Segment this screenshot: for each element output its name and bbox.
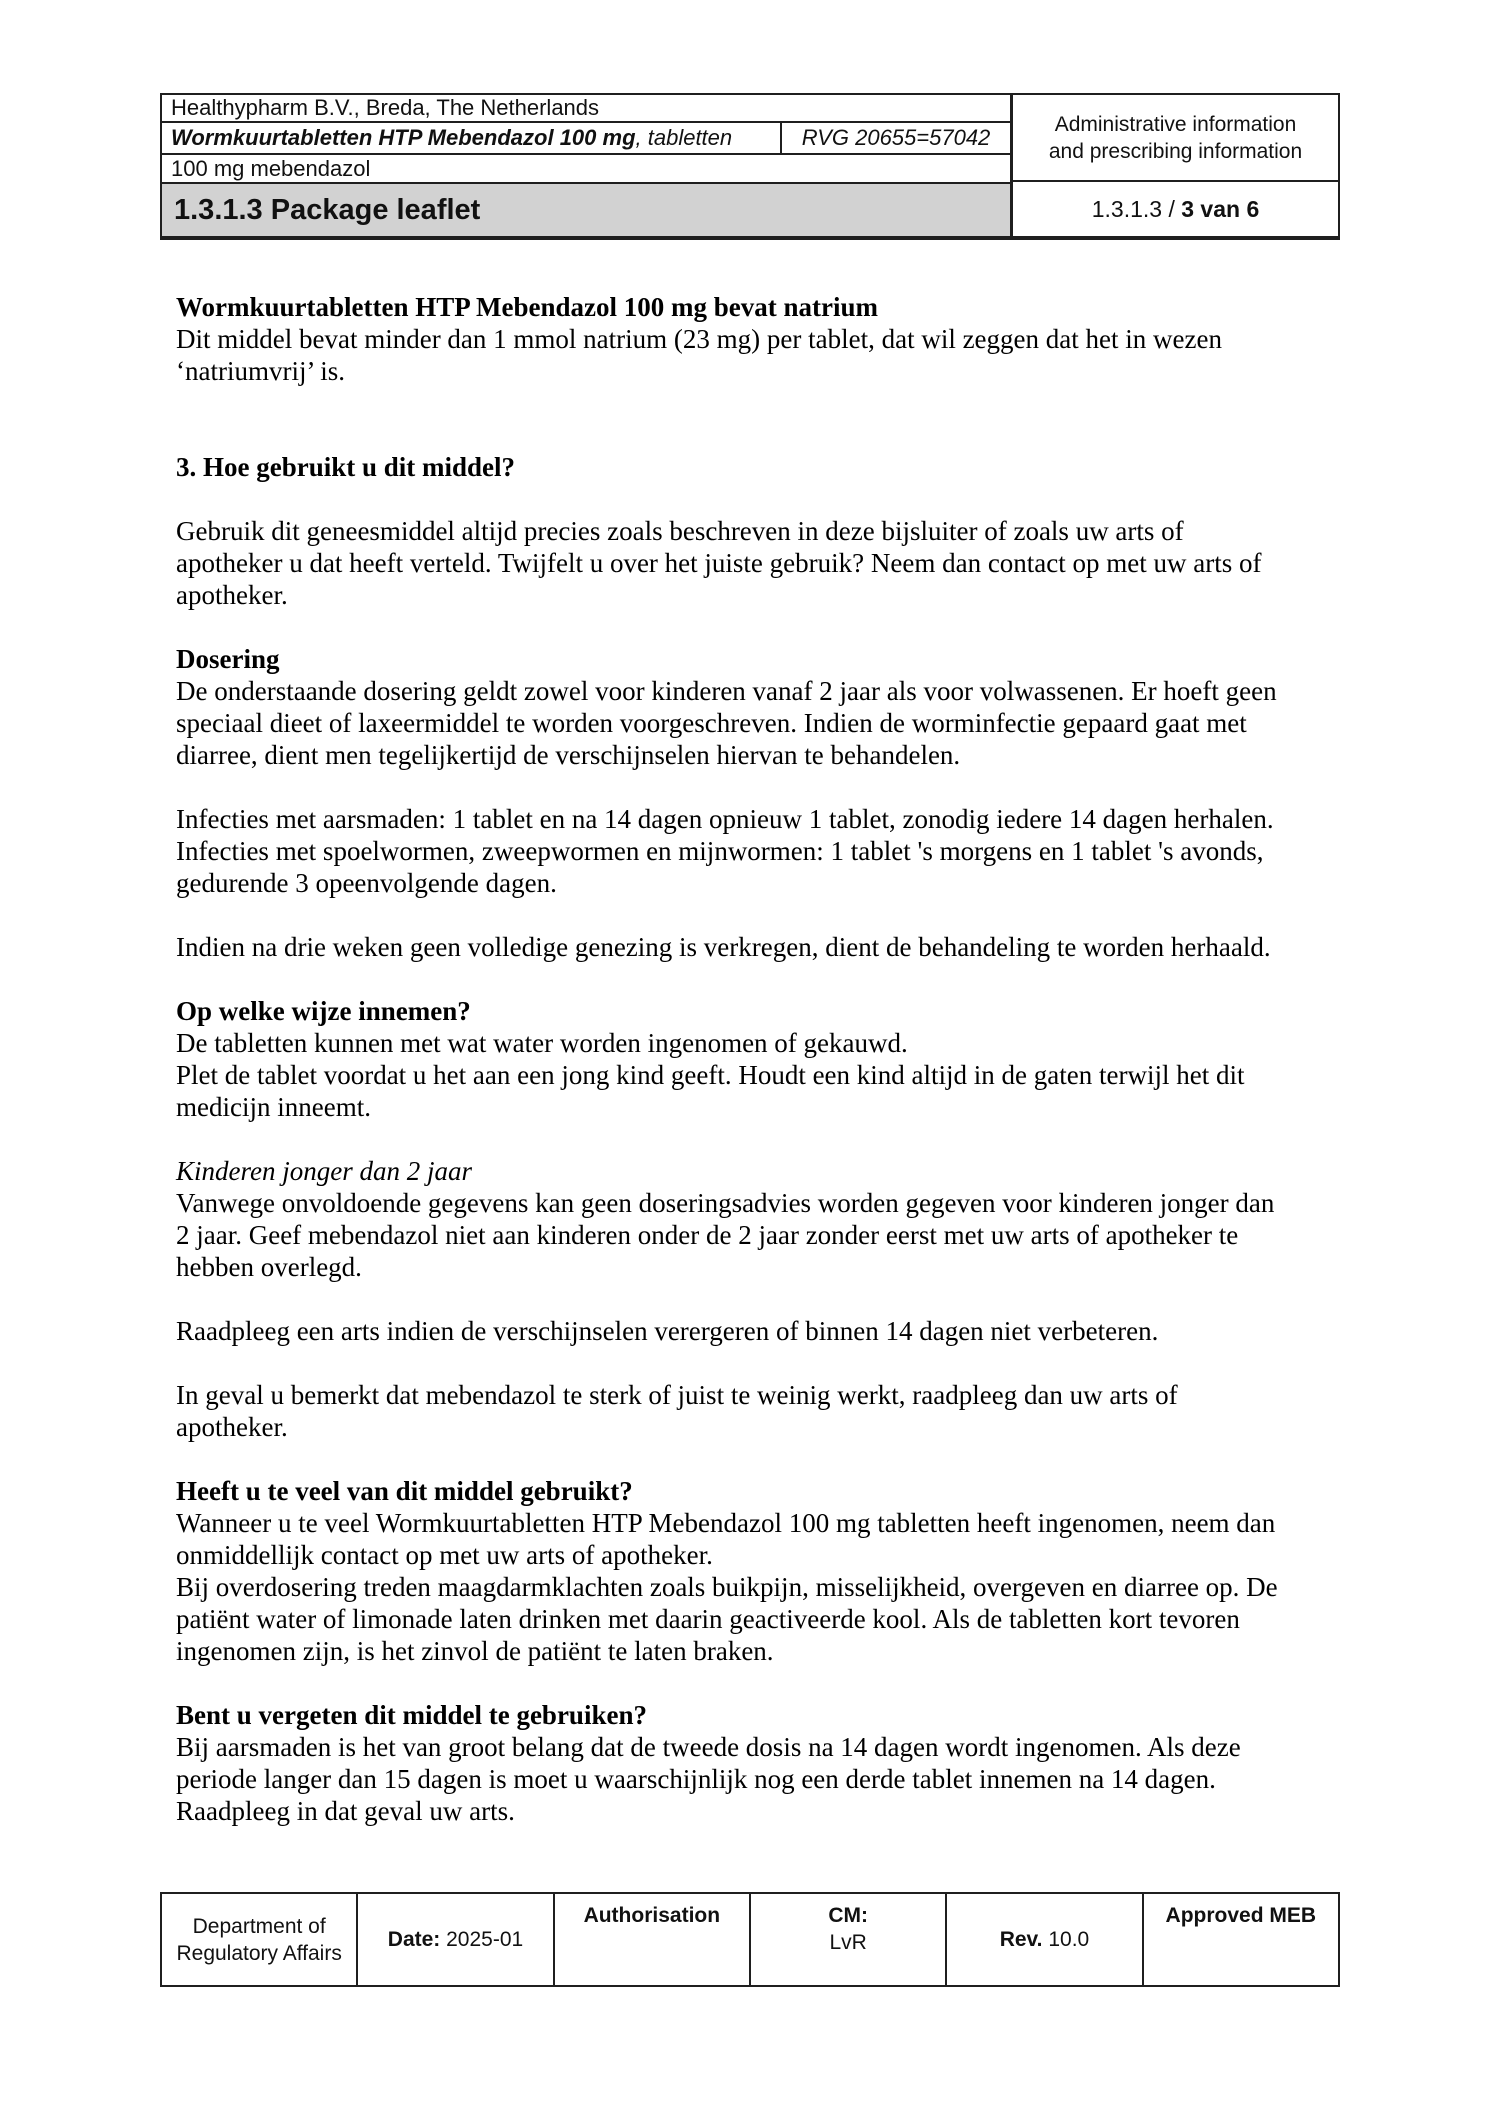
text-line: Infecties met aarsmaden: 1 tablet en na 14 dagen opnieuw 1 tablet, zonodig iedere 14 dagen herhalen. bbox=[176, 804, 1274, 834]
date-text bbox=[388, 1926, 523, 1953]
text-line: 2 jaar. Geef mebendazol niet aan kinderen onder de 2 jaar zonder eerst met uw arts of apotheker te bbox=[176, 1220, 1239, 1250]
footer-cell-cm bbox=[749, 1894, 945, 1985]
revision-text bbox=[1000, 1926, 1090, 1953]
text-line: De tabletten kunnen met wat water worden ingenomen of gekauwd. bbox=[176, 1028, 908, 1058]
footer-cell-revision bbox=[945, 1894, 1141, 1985]
department-line1: Department of bbox=[192, 1914, 326, 1938]
blank-line bbox=[176, 1667, 1326, 1699]
blank-line bbox=[176, 387, 1326, 419]
body-text bbox=[176, 291, 1326, 1827]
department-line2: Regulatory Affairs bbox=[176, 1941, 342, 1965]
text-line: Indien na drie weken geen volledige genezing is verkregen, dient de behandeling te worden herhaald. bbox=[176, 932, 1271, 962]
text-line: ‘natriumvrij’ is. bbox=[176, 356, 345, 386]
text-line: Wormkuurtabletten HTP Mebendazol 100 mg bevat natrium bbox=[176, 292, 878, 322]
text-line: Dit middel bevat minder dan 1 mmol natrium (23 mg) per tablet, dat wil zeggen dat het in wezen bbox=[176, 324, 1222, 354]
text-line: In geval u bemerkt dat mebendazol te sterk of juist te weinig werkt, raadpleeg dan uw arts of bbox=[176, 1380, 1178, 1410]
header-right-column bbox=[1013, 95, 1338, 236]
page-ref-prefix: 1.3.1.3 / bbox=[1091, 195, 1182, 222]
text-line: Bij overdosering treden maagdarmklachten zoals buikpijn, misselijkheid, overgeven en diarree op. De bbox=[176, 1572, 1278, 1602]
admin-info-line2: and prescribing information bbox=[1048, 139, 1303, 163]
cm-label: CM: bbox=[828, 1904, 868, 1927]
blank-line bbox=[176, 1347, 1326, 1379]
footer-table bbox=[160, 1892, 1340, 1987]
blank-line bbox=[176, 1443, 1326, 1475]
cm-value: LvR bbox=[829, 1931, 867, 1954]
text-line: apotheker. bbox=[176, 580, 288, 610]
blank-line bbox=[176, 419, 1326, 451]
text-line: apotheker. bbox=[176, 1412, 288, 1442]
product-title bbox=[162, 123, 780, 153]
footer-cell-authorisation bbox=[553, 1894, 749, 1985]
text-line: hebben overlegd. bbox=[176, 1252, 362, 1282]
text-line: 3. Hoe gebruikt u dit middel? bbox=[176, 452, 516, 482]
text-line: ingenomen zijn, is het zinvol de patiënt te laten braken. bbox=[176, 1636, 774, 1666]
rev-label: Rev. bbox=[999, 1928, 1043, 1951]
text-line: Heeft u te veel van dit middel gebruikt? bbox=[176, 1476, 633, 1506]
text-line: Vanwege onvoldoende gegevens kan geen doseringsadvies worden gegeven voor kinderen jonger dan bbox=[176, 1188, 1275, 1218]
header-table bbox=[160, 93, 1340, 240]
text-line: Raadpleeg in dat geval uw arts. bbox=[176, 1796, 515, 1826]
company-name: Healthypharm B.V., Breda, The Netherlands bbox=[162, 95, 1010, 123]
text-line: Wanneer u te veel Wormkuurtabletten HTP Mebendazol 100 mg tabletten heeft ingenomen, neem dan bbox=[176, 1508, 1276, 1538]
text-line: Bent u vergeten dit middel te gebruiken? bbox=[176, 1700, 647, 1730]
text-line: Infecties met spoelwormen, zweepwormen en mijnwormen: 1 tablet 's morgens en 1 tablet 's avonds, bbox=[176, 836, 1264, 866]
product-name: Wormkuurtabletten HTP Mebendazol 100 mg bbox=[171, 125, 636, 150]
blank-line bbox=[176, 963, 1326, 995]
section-title-bar: 1.3.1.3 Package leaflet bbox=[162, 184, 1010, 236]
text-line: Op welke wijze innemen? bbox=[176, 996, 471, 1026]
text-line: Plet de tablet voordat u het aan een jong kind geeft. Houdt een kind altijd in de gaten terwijl het dit bbox=[176, 1060, 1245, 1090]
footer-cell-date bbox=[356, 1894, 552, 1985]
blank-line bbox=[176, 1283, 1326, 1315]
approved-label: Approved MEB bbox=[1165, 1904, 1317, 1927]
text-line: Gebruik dit geneesmiddel altijd precies zoals beschreven in deze bijsluiter of zoals uw arts of bbox=[176, 516, 1184, 546]
page-reference bbox=[1013, 182, 1338, 236]
text-line: patiënt water of limonade laten drinken met daarin geactiveerde kool. Als de tabletten kort tevoren bbox=[176, 1604, 1240, 1634]
authorisation-label: Authorisation bbox=[583, 1904, 721, 1927]
text-line: medicijn inneemt. bbox=[176, 1092, 371, 1122]
text-line: De onderstaande dosering geldt zowel voor kinderen vanaf 2 jaar als voor volwassenen. Er hoeft geen bbox=[176, 676, 1277, 706]
page-ref-number: 3 van 6 bbox=[1181, 195, 1260, 222]
text-line: periode langer dan 15 dagen is moet u waarschijnlijk nog een derde tablet innemen na 14 dagen. bbox=[176, 1764, 1216, 1794]
text-line: apotheker u dat heeft verteld. Twijfelt u over het juiste gebruik? Neem dan contact op met uw arts of bbox=[176, 548, 1262, 578]
blank-line bbox=[176, 611, 1326, 643]
text-line: Dosering bbox=[176, 644, 280, 674]
blank-line bbox=[176, 1123, 1326, 1155]
date-label: Date: bbox=[387, 1928, 441, 1951]
product-suffix: , tabletten bbox=[635, 125, 733, 150]
text-line: speciaal dieet of laxeermiddel te worden voorgeschreven. Indien de worminfectie gepaard gaat met bbox=[176, 708, 1247, 738]
text-line: gedurende 3 opeenvolgende dagen. bbox=[176, 868, 557, 898]
admin-info-line1: Administrative information bbox=[1054, 112, 1297, 136]
strength-text: 100 mg mebendazol bbox=[162, 155, 1010, 184]
blank-line bbox=[176, 771, 1326, 803]
text-line: Raadpleeg een arts indien de verschijnselen verergeren of binnen 14 dagen niet verbeteren. bbox=[176, 1316, 1159, 1346]
text-line: diarree, dient men tegelijkertijd de verschijnselen hiervan te behandelen. bbox=[176, 740, 961, 770]
text-line: Bij aarsmaden is het van groot belang dat de tweede dosis na 14 dagen wordt ingenomen. Als deze bbox=[176, 1732, 1241, 1762]
date-value: 2025-01 bbox=[440, 1928, 524, 1951]
header-main-column bbox=[162, 95, 1013, 236]
rvg-number: RVG 20655=57042 bbox=[780, 123, 1010, 153]
blank-line bbox=[176, 483, 1326, 515]
rev-value: 10.0 bbox=[1042, 1928, 1090, 1951]
admin-info-cell bbox=[1013, 95, 1338, 182]
text-line: onmiddellijk contact op met uw arts of apotheker. bbox=[176, 1540, 713, 1570]
footer-cell-department bbox=[162, 1894, 356, 1985]
product-row bbox=[162, 123, 1010, 155]
blank-line bbox=[176, 899, 1326, 931]
text-line: Kinderen jonger dan 2 jaar bbox=[176, 1156, 472, 1186]
footer-cell-approved bbox=[1142, 1894, 1338, 1985]
